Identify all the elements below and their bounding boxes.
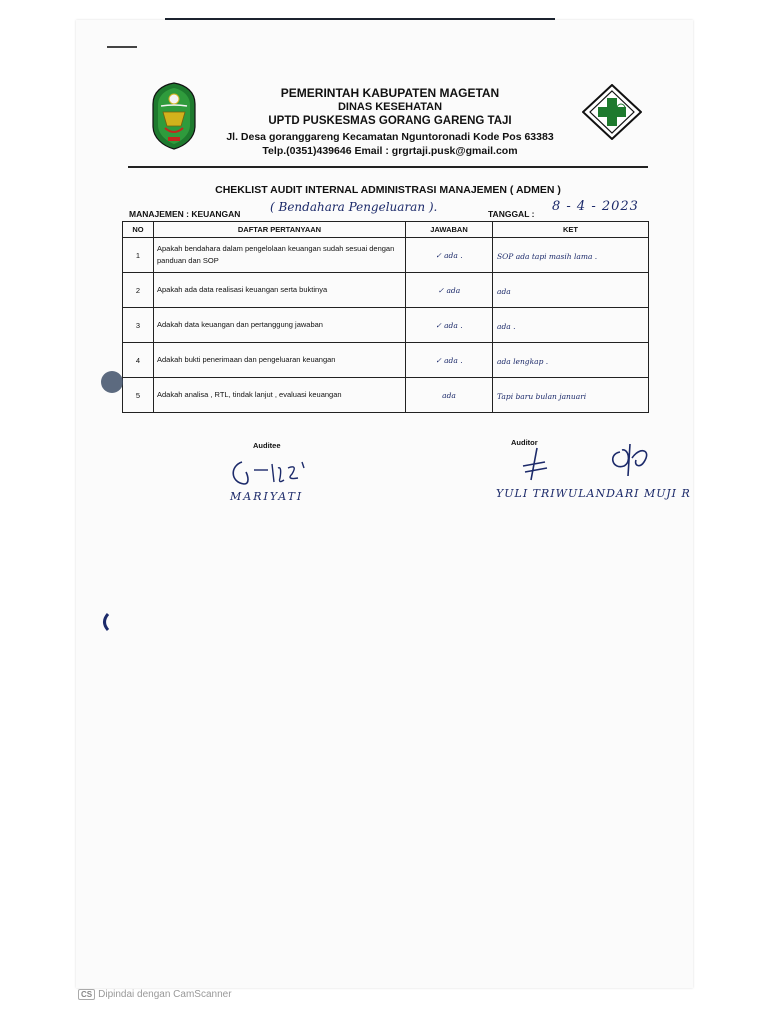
management-handwritten: ( Bendahara Pengeluaran ). [270,200,438,214]
auditee-name: MARIYATI [230,490,304,503]
puskesmas-logo [582,84,642,140]
row-answer: ✓ ada [406,273,493,308]
date-label: TANGGAL : [488,209,535,219]
punch-hole-mark [101,371,123,393]
header-address: Jl. Desa goranggareng Kecamatan Nguntoronadi Kode Pos 63383 [226,131,554,143]
row-ket: SOP ada tapi masih lama . [493,238,649,273]
row-number: 5 [123,378,154,413]
row-answer: ✓ ada . [406,308,493,343]
row-ket: ada . [493,308,649,343]
row-number: 2 [123,273,154,308]
auditee-label: Auditee [253,441,281,450]
row-question: Adakah data keuangan dan pertanggung jawaban [154,308,406,343]
auditor-label: Auditor [511,438,538,447]
pen-mark [107,46,137,48]
row-answer: ✓ ada . [406,238,493,273]
row-question: Adakah bukti penerimaan dan pengeluaran keuangan [154,343,406,378]
date-value: 8 - 4 - 2023 [552,199,639,214]
scanner-watermark [78,989,232,1000]
auditor-name: YULI TRIWULANDARI MUJI R [496,487,691,500]
row-number: 3 [123,308,154,343]
header-government: PEMERINTAH KABUPATEN MAGETAN [280,86,500,100]
watermark-text: Dipindai dengan CamScanner [98,989,232,1000]
table-row [123,238,649,273]
header-contact: Telp.(0351)439646 Email : grgrtaji.pusk@gmail.com [262,145,518,157]
row-answer: ✓ ada . [406,343,493,378]
row-question: Adakah analisa , RTL, tindak lanjut , evaluasi keuangan [154,378,406,413]
header-no: NO [123,222,154,238]
table-row [123,308,649,343]
header-answer: JAWABAN [406,222,493,238]
row-answer: ada [406,378,493,413]
table-row [123,378,649,413]
row-ket: ada [493,273,649,308]
pen-mark-left [100,612,110,632]
checklist-table [122,221,649,413]
row-number: 4 [123,343,154,378]
magetan-emblem-logo [151,82,197,150]
management-label: MANAJEMEN : KEUANGAN [129,209,241,219]
row-question: Apakah ada data realisasi keuangan serta buktinya [154,273,406,308]
auditor-signature-2 [606,440,656,480]
header-divider [128,166,648,168]
row-number: 1 [123,238,154,273]
document-title: CHEKLIST AUDIT INTERNAL ADMINISTRASI MANAJEMEN ( ADMEN ) [215,184,561,196]
row-ket: Tapi baru bulan januari [493,378,649,413]
row-ket: ada lengkap . [493,343,649,378]
table-row [123,343,649,378]
table-header-row [123,222,649,238]
camscanner-icon: CS [78,989,95,1000]
table-row [123,273,649,308]
header-puskesmas: UPTD PUSKESMAS GORANG GARENG TAJI [268,115,512,127]
header-department: DINAS KESEHATAN [337,101,443,113]
row-question: Apakah bendahara dalam pengelolaan keuangan sudah sesuai dengan panduan dan SOP [154,238,406,273]
header-question: DAFTAR PERTANYAAN [154,222,406,238]
auditee-signature [228,456,312,490]
header-ket: KET [493,222,649,238]
auditor-signature-1 [515,446,555,482]
